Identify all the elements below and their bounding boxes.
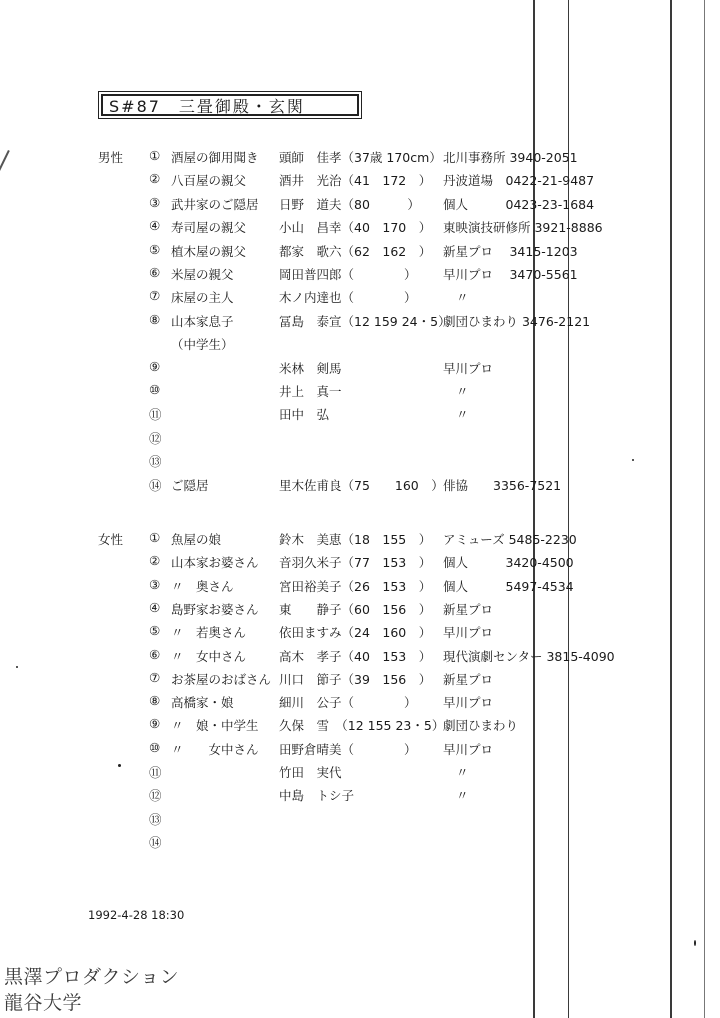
- cast-number: ⑨: [149, 358, 161, 374]
- cast-row: [0, 312, 720, 332]
- cast-actor: 中島 トシ子: [279, 788, 355, 804]
- cast-row: [0, 148, 720, 168]
- cast-actor: 依田ますみ（24 160 ）: [279, 625, 432, 641]
- timestamp: 1992-4-28 18:30: [88, 908, 185, 922]
- cast-number: ⑫: [149, 788, 162, 804]
- cast-role: 高橋家・娘: [171, 695, 234, 711]
- cast-agency: 〃: [456, 765, 469, 780]
- cast-role: 〃 若奥さん: [171, 625, 247, 641]
- cast-row: [0, 600, 720, 620]
- cast-agency: 東映演技研修所 3921-8886: [443, 220, 603, 236]
- cast-agency: 早川プロ 3470-5561: [443, 267, 578, 282]
- cast-actor: 東 静子（60 156 ）: [279, 601, 432, 617]
- cast-number: ⑩: [149, 382, 161, 397]
- cast-row: [0, 810, 720, 830]
- cast-number: ③: [149, 194, 161, 210]
- cast-row: [0, 647, 720, 667]
- cast-row: [0, 382, 720, 402]
- scan-speck: [16, 666, 18, 668]
- footer-production: 黒澤プロダクション: [4, 966, 180, 988]
- cast-number: ⑬: [149, 454, 162, 470]
- cast-actor: 里木佐甫良（75 160 ）: [279, 477, 444, 493]
- cast-actor: 日野 道夫（80 ）: [279, 196, 420, 212]
- cast-agency: 俳協 3356-7521: [443, 477, 562, 493]
- cast-agency: 〃: [456, 384, 469, 399]
- cast-actor: 竹田 実代: [279, 765, 342, 780]
- cast-actor: 田中 弘: [279, 407, 330, 423]
- cast-row: [0, 833, 720, 853]
- cast-number: ⑩: [149, 739, 161, 755]
- cast-actor: 井上 真一: [279, 384, 342, 399]
- cast-agency: 〃: [456, 290, 469, 306]
- cast-role: 島野家お婆さん: [171, 601, 259, 617]
- female-section-label: 女性: [98, 532, 124, 547]
- cast-role: 寿司屋の親父: [171, 220, 247, 236]
- cast-actor: 川口 節子（39 156 ）: [279, 671, 432, 687]
- cast-agency: 新星プロ 3415-1203: [443, 243, 578, 259]
- cast-actor: 米林 剣馬: [279, 360, 342, 376]
- footer-university: 龍谷大学: [4, 992, 83, 1014]
- cast-agency: 個人 3420-4500: [443, 555, 574, 571]
- cast-number: ⑤: [149, 623, 161, 639]
- cast-number: ②: [149, 171, 161, 187]
- cast-row: [0, 288, 720, 308]
- cast-row: [0, 740, 720, 760]
- cast-number: ⑤: [149, 241, 161, 257]
- cast-role: ご隠居: [171, 477, 209, 493]
- cast-agency: 新星プロ: [443, 601, 494, 617]
- male-section-label: 男性: [98, 150, 124, 165]
- cast-agency: 早川プロ: [443, 695, 494, 711]
- cast-number: ①: [149, 148, 161, 163]
- cast-agency: 早川プロ: [443, 625, 494, 641]
- cast-actor: 都家 歌六（62 162 ）: [279, 243, 432, 259]
- cast-row: [0, 429, 720, 449]
- cast-number: ⑪: [149, 407, 162, 423]
- cast-row: [0, 242, 720, 262]
- cast-role: （中学生）: [171, 337, 234, 353]
- cast-agency: 劇団ひまわり: [443, 718, 519, 734]
- cast-number: ⑥: [149, 265, 161, 280]
- cast-number: ⑧: [149, 693, 161, 709]
- cast-role: 武井家のご隠居: [171, 196, 259, 212]
- cast-number: ①: [149, 530, 161, 545]
- scan-speck: [632, 459, 634, 461]
- cast-role: 米屋の親父: [171, 267, 234, 282]
- scan-speck: [694, 940, 696, 946]
- scene-heading: S#87 三畳御殿・玄関: [101, 94, 359, 116]
- cast-actor: 冨島 泰宣（12 159 24・5）: [279, 313, 451, 329]
- cast-actor: 高木 孝子（40 153 ）: [279, 648, 432, 664]
- cast-actor: 宮田裕美子（26 153 ）: [279, 578, 432, 594]
- cast-number: ⑪: [149, 765, 162, 780]
- cast-actor: 鈴木 美恵（18 155 ）: [279, 532, 432, 547]
- cast-agency: 早川プロ: [443, 741, 494, 757]
- cast-role: 山本家息子: [171, 313, 234, 329]
- cast-row: [0, 265, 720, 285]
- cast-row: [0, 530, 720, 550]
- cast-agency: 現代演劇センター 3815-4090: [443, 648, 615, 664]
- cast-row: [0, 553, 720, 573]
- cast-row: [0, 171, 720, 191]
- cast-actor: 木ノ内達也（ ）: [279, 290, 417, 306]
- cast-actor: 細川 公子（ ）: [279, 695, 417, 711]
- cast-number: ④: [149, 599, 161, 615]
- cast-number: ⑦: [149, 669, 161, 685]
- cast-role: 〃 女中さん: [171, 648, 247, 664]
- cast-role: 植木屋の親父: [171, 243, 247, 259]
- cast-number: ⑥: [149, 646, 161, 662]
- cast-row: [0, 335, 720, 355]
- cast-number: ⑦: [149, 288, 161, 304]
- cast-row: [0, 218, 720, 238]
- cast-role: 〃 女中さん: [171, 741, 259, 757]
- cast-row: [0, 405, 720, 425]
- cast-agency: 早川プロ: [443, 360, 494, 376]
- cast-agency: アミューズ 5485-2230: [443, 532, 577, 547]
- cast-role: お茶屋のおばさん: [171, 671, 272, 687]
- cast-role: 八百屋の親父: [171, 173, 247, 189]
- cast-actor: 久保 雪 （12 155 23・5）: [279, 718, 445, 734]
- cast-agency: 丹波道場 0422-21-9487: [443, 173, 595, 189]
- cast-number: ⑬: [149, 811, 162, 827]
- cast-row: [0, 623, 720, 643]
- cast-row: [0, 670, 720, 690]
- cast-number: ②: [149, 553, 161, 569]
- cast-row: [0, 359, 720, 379]
- cast-row: [0, 693, 720, 713]
- cast-actor: 小山 昌幸（40 170 ）: [279, 220, 432, 236]
- cast-row: [0, 577, 720, 597]
- cast-number: ⑨: [149, 716, 161, 732]
- cast-number: ⑫: [149, 430, 162, 446]
- cast-number: ⑧: [149, 311, 161, 327]
- cast-actor: 酒井 光治（41 172 ）: [279, 173, 432, 189]
- cast-number: ⑭: [149, 477, 162, 493]
- cast-role: 山本家お婆さん: [171, 555, 259, 571]
- cast-agency: 新星プロ: [443, 671, 494, 687]
- cast-row: [0, 452, 720, 472]
- cast-role: 床屋の主人: [171, 290, 234, 306]
- cast-agency: 〃: [456, 407, 469, 423]
- cast-number: ③: [149, 576, 161, 592]
- cast-actor: 頭師 佳孝（37歳 170cm）: [279, 150, 442, 165]
- cast-number: ④: [149, 218, 161, 234]
- cast-actor: 田野倉晴美（ ）: [279, 741, 417, 757]
- cast-role: 酒屋の御用聞き: [171, 150, 259, 165]
- cast-agency: 〃: [456, 788, 469, 804]
- cast-agency: 個人 0423-23-1684: [443, 196, 595, 212]
- cast-row: [0, 786, 720, 806]
- cast-row: [0, 195, 720, 215]
- cast-row: [0, 716, 720, 736]
- cast-role: 〃 奥さん: [171, 578, 234, 594]
- scan-speck: [118, 764, 121, 767]
- cast-agency: 北川事務所 3940-2051: [443, 150, 578, 165]
- cast-number: ⑭: [149, 834, 162, 850]
- cast-row: [0, 476, 720, 496]
- cast-role: 〃 娘・中学生: [171, 718, 259, 734]
- cast-row: [0, 763, 720, 783]
- cast-actor: 岡田普四郎（ ）: [279, 267, 417, 282]
- cast-role: 魚屋の娘: [171, 532, 222, 547]
- cast-agency: 個人 5497-4534: [443, 578, 574, 594]
- cast-agency: 劇団ひまわり 3476-2121: [443, 313, 591, 329]
- cast-actor: 音羽久米子（77 153 ）: [279, 555, 432, 571]
